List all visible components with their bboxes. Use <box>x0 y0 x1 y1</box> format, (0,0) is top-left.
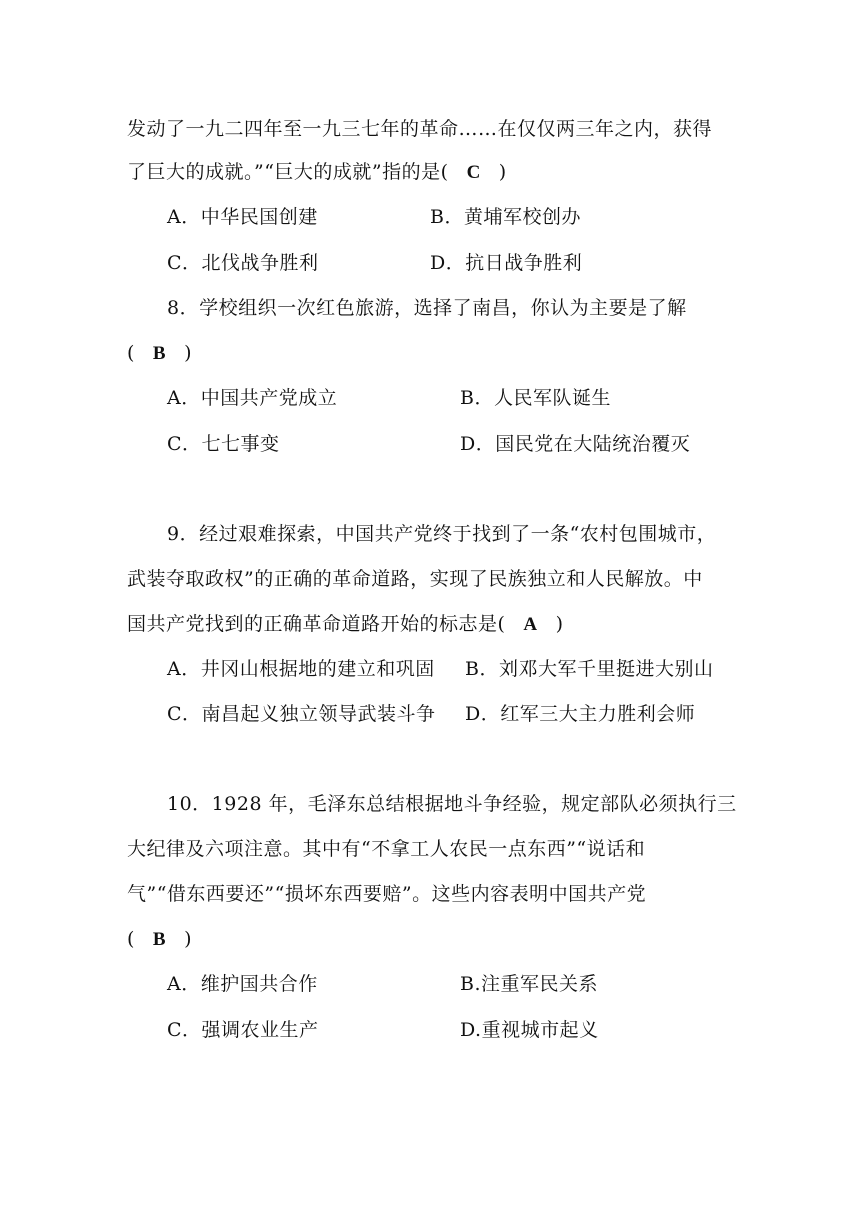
q10-answer: B <box>152 929 167 950</box>
q7-option-b: B．黄埔军校创办 <box>430 206 581 228</box>
q8-stem-close: ) <box>184 342 193 364</box>
q8-option-a: A．中国共产党成立 <box>167 387 338 409</box>
q7-option-d: D．抗日战争胜利 <box>430 252 583 274</box>
q9-answer: A <box>523 614 538 635</box>
q7-stem-line-2 <box>127 160 507 185</box>
q10-stem-line-4 <box>127 927 192 952</box>
q10-option-b: B.注重军民关系 <box>460 973 599 995</box>
q9-option-a: A．井冈山根据地的建立和巩固 <box>167 658 435 680</box>
q7-stem-text: 了巨大的成就。”“巨大的成就”指的是( <box>127 161 449 183</box>
q10-stem-line-1: 10．1928 年，毛泽东总结根据地斗争经验，规定部队必须执行三 <box>167 793 737 815</box>
q9-stem-line-1: 9．经过艰难探索，中国共产党终于找到了一条“农村包围城市， <box>167 523 717 545</box>
q8-answer: B <box>152 343 167 364</box>
q8-option-d: D．国民党在大陆统治覆灭 <box>460 433 691 455</box>
q10-stem-close: ) <box>184 928 193 950</box>
q8-option-b: B．人民军队诞生 <box>460 387 611 409</box>
q10-option-d: D.重视城市起义 <box>460 1019 599 1041</box>
q7-stem-close: ) <box>498 161 507 183</box>
q7-answer: C <box>466 162 481 183</box>
q8-stem-line-2 <box>127 341 192 366</box>
q10-option-a: A．维护国共合作 <box>167 973 318 995</box>
q8-option-c: C．七七事变 <box>167 433 280 455</box>
q9-option-d: D．红军三大主力胜利会师 <box>465 703 696 725</box>
q7-option-a: A．中华民国创建 <box>167 206 318 228</box>
q9-stem-text: 国共产党找到的正确革命道路开始的标志是( <box>127 613 506 635</box>
q10-option-c: C．强调农业生产 <box>167 1019 319 1041</box>
q10-stem-open: ( <box>127 928 135 950</box>
q8-stem-open: ( <box>127 342 135 364</box>
q8-stem-line-1: 8．学校组织一次红色旅游，选择了南昌，你认为主要是了解 <box>167 297 687 319</box>
q10-stem-line-2: 大纪律及六项注意。其中有“不拿工人农民一点东西”“说话和 <box>127 838 646 860</box>
q9-stem-line-3 <box>127 612 564 637</box>
q10-stem-line-3: 气”“借东西要还”“损坏东西要赔”。这些内容表明中国共产党 <box>127 883 647 905</box>
q7-option-c: C．北伐战争胜利 <box>167 252 319 274</box>
q7-stem-line-1: 发动了一九二四年至一九三七年的革命……在仅仅两三年之内，获得 <box>127 118 713 140</box>
q9-stem-close: ) <box>555 613 564 635</box>
q9-option-c: C．南昌起义独立领导武装斗争 <box>167 703 436 725</box>
q9-option-b: B．刘邓大军千里挺进大别山 <box>465 658 714 680</box>
q9-stem-line-2: 武装夺取政权”的正确的革命道路，实现了民族独立和人民解放。中 <box>127 568 703 590</box>
